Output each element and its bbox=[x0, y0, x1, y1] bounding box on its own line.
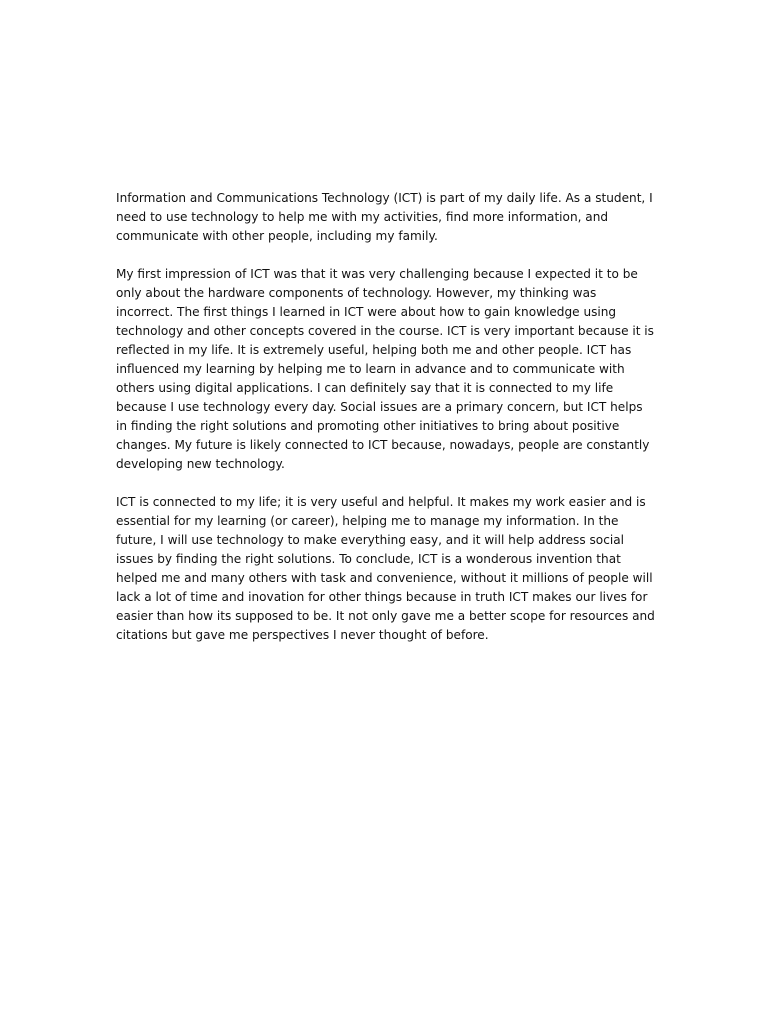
paragraph-3: ICT is connected to my life; it is very useful and helpful. It makes my work easier and is essential for my learning (or career), helping me to manage my information. In the future, I will use technology to make everything easy, and it will help address social issues by finding the right solutions. To conclude, ICT is a wonderous invention that helped me and many others with task and convenience, without it millions of people will lack a lot of time and inovation for other things because in truth ICT makes our lives for easier than how its supposed to be. It not only gave me a better scope for resources and citations but gave me perspectives I never thought of before. bbox=[116, 495, 655, 642]
paragraph-1: Information and Communications Technology (ICT) is part of my daily life. As a student, I need to use technology to help me with my activities, find more information, and communicate with other people, including my family. bbox=[116, 191, 653, 243]
document-body bbox=[116, 189, 656, 664]
paragraph-2: My first impression of ICT was that it was very challenging because I expected it to be only about the hardware components of technology. However, my thinking was incorrect. The first things I learned in ICT were about how to gain knowledge using technology and other concepts covered in the course. ICT is very important because it is reflected in my life. It is extremely useful, helping both me and other people. ICT has influenced my learning by helping me to learn in advance and to communicate with others using digital applications. I can definitely say that it is connected to my life because I use technology every day. Social issues are a primary concern, but ICT helps in finding the right solutions and promoting other initiatives to bring about positive changes. My future is likely connected to ICT because, nowadays, people are constantly developing new technology. bbox=[116, 267, 654, 471]
